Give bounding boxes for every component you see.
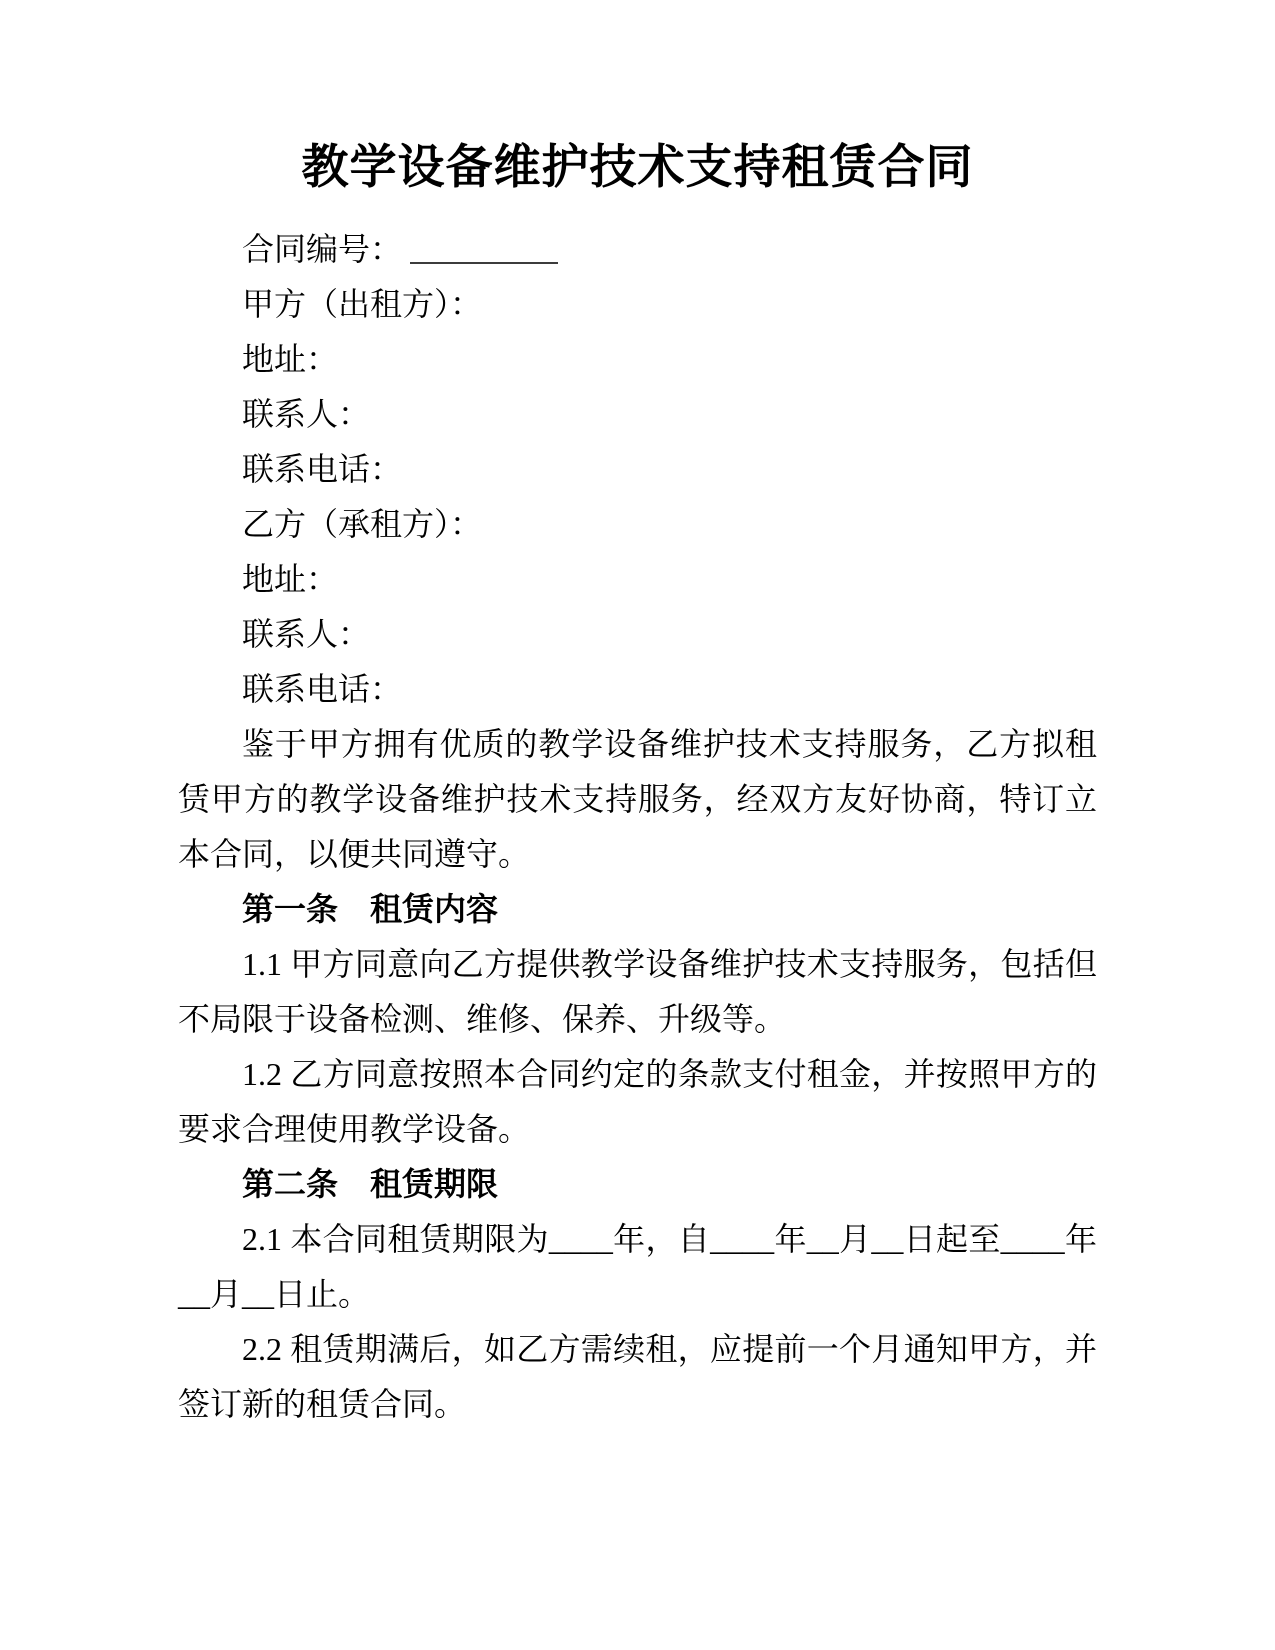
party-b-phone-line: 联系电话： bbox=[242, 671, 403, 708]
clause-1-1: 1.1 甲方同意向乙方提供教学设备维护技术支持服务，包括但不局限于设备检测、维修、保养、升级等。 bbox=[178, 946, 1097, 1038]
party-a-contact-line: 联系人： bbox=[242, 396, 371, 433]
section-2-heading: 第二条 租赁期限 bbox=[242, 1166, 499, 1203]
section-1-heading: 第一条 租赁内容 bbox=[242, 891, 499, 928]
party-b-address-line: 地址： bbox=[242, 561, 339, 598]
party-a-phone-line: 联系电话： bbox=[242, 451, 403, 488]
party-b-line: 乙方（承租方）： bbox=[242, 506, 483, 543]
contract-number-label: 合同编号： bbox=[242, 231, 403, 268]
party-a-address-line: 地址： bbox=[242, 341, 339, 378]
clause-1-2: 1.2 乙方同意按照本合同约定的条款支付租金，并按照甲方的要求合理使用教学设备。 bbox=[178, 1056, 1097, 1148]
clause-2-1: 2.1 本合同租赁期限为____年，自____年__月__日起至____年__月__日止。 bbox=[178, 1221, 1097, 1313]
preamble-paragraph: 鉴于甲方拥有优质的教学设备维护技术支持服务，乙方拟租赁甲方的教学设备维护技术支持服务，经双方友好协商，特订立本合同，以便共同遵守。 bbox=[178, 726, 1097, 873]
contract-number-blank bbox=[410, 260, 558, 264]
contract-number-line bbox=[178, 222, 1097, 277]
document-title: 教学设备维护技术支持租赁合同 bbox=[301, 142, 974, 194]
party-b-contact-line: 联系人： bbox=[242, 616, 371, 653]
clause-2-2: 2.2 租赁期满后，如乙方需续租，应提前一个月通知甲方，并签订新的租赁合同。 bbox=[178, 1331, 1097, 1423]
party-a-line: 甲方（出租方）： bbox=[242, 286, 483, 323]
